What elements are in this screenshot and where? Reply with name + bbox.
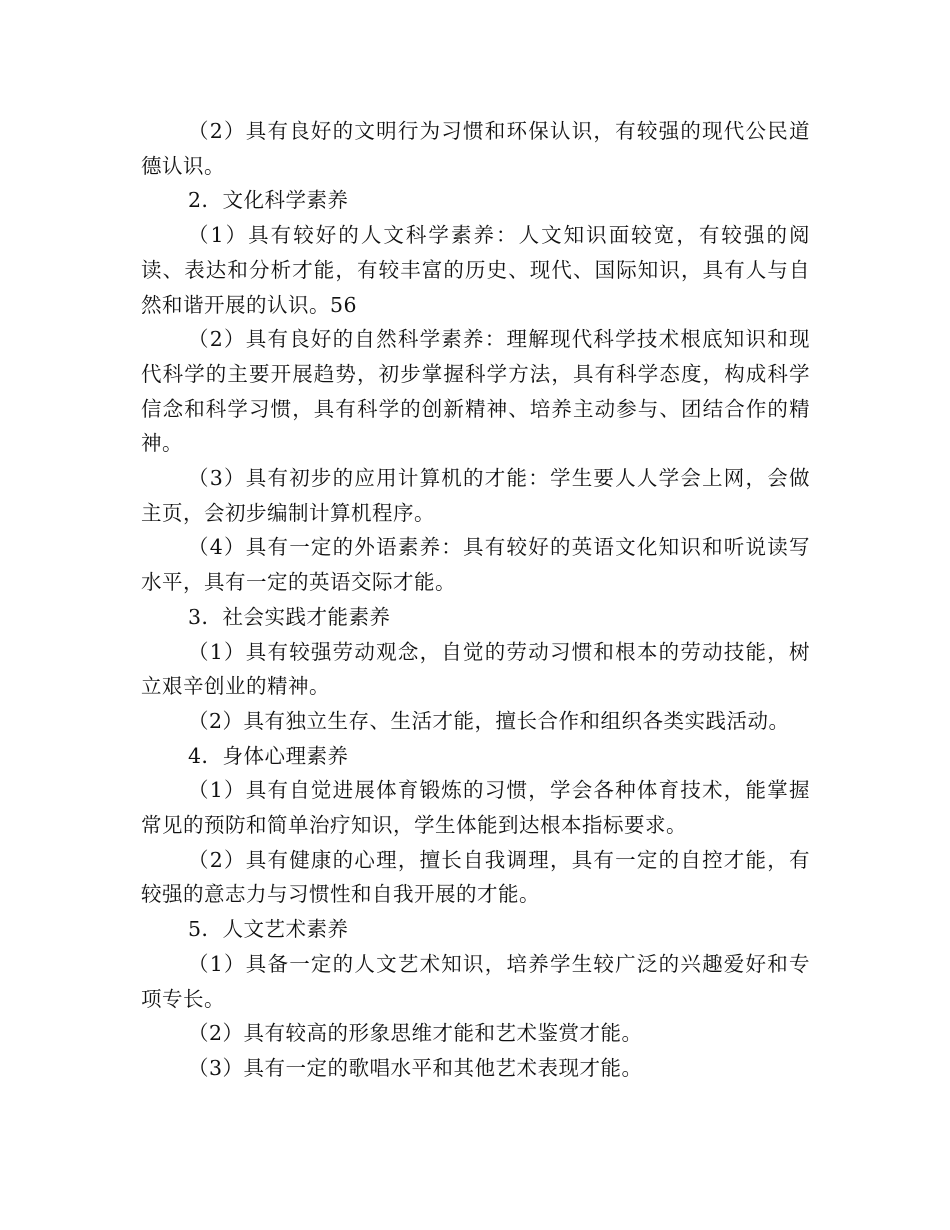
section-heading-5: 5．人文艺术素养 — [188, 917, 349, 942]
paragraph-11: （1）具有自觉进展体育锻炼的习惯，学会各种体育技术，能掌握常见的预防和简单治疗知识，学生体能到达根本指标要求。 — [141, 778, 810, 838]
paragraph-1: （2）具有良好的文明行为习惯和环保认识，有较强的现代公民道德认识。 — [141, 119, 810, 178]
paragraph-4: （2）具有良好的自然科学素养：理解现代科学技术根底知识和现代科学的主要开展趋势，初步掌握科学方法，具有科学态度，构成科学信念和科学习惯，具有科学的创新精神、培养主动参与、团结合作的精神。 — [141, 327, 810, 456]
paragraph-15: （2）具有较高的形象思维才能和艺术鉴赏才能。 — [188, 1021, 643, 1046]
paragraph-9: （2）具有独立生存、生活才能，擅长合作和组织各类实践活动。 — [188, 708, 790, 733]
paragraph-6: （4）具有一定的外语素养：具有较好的英语文化知识和听说读写水平，具有一定的英语交际才能。 — [141, 535, 810, 595]
section-heading-2: 2．文化科学素养 — [188, 188, 349, 213]
paragraph-16: （3）具有一定的歌唱水平和其他艺术表现才能。 — [188, 1055, 643, 1080]
paragraph-8: （1）具有较强劳动观念，自觉的劳动习惯和根本的劳动技能，树立艰辛创业的精神。 — [141, 639, 810, 699]
paragraph-3: （1）具有较好的人文科学素养：人文知识面较宽，有较强的阅读、表达和分析才能，有较丰富的历史、现代、国际知识，具有人与自然和谐开展的认识。56 — [141, 223, 810, 317]
paragraph-14: （1）具备一定的人文艺术知识，培养学生较广泛的兴趣爱好和专项专长。 — [141, 951, 810, 1011]
section-heading-4: 4．身体心理素养 — [188, 743, 349, 768]
paragraph-5: （3）具有初步的应用计算机的才能：学生要人人学会上网，会做主页，会初步编制计算机程序。 — [141, 466, 810, 525]
paragraph-12: （2）具有健康的心理，擅长自我调理，具有一定的自控才能，有较强的意志力与习惯性和自我开展的才能。 — [141, 847, 810, 907]
section-heading-3: 3．社会实践才能素养 — [188, 604, 391, 629]
